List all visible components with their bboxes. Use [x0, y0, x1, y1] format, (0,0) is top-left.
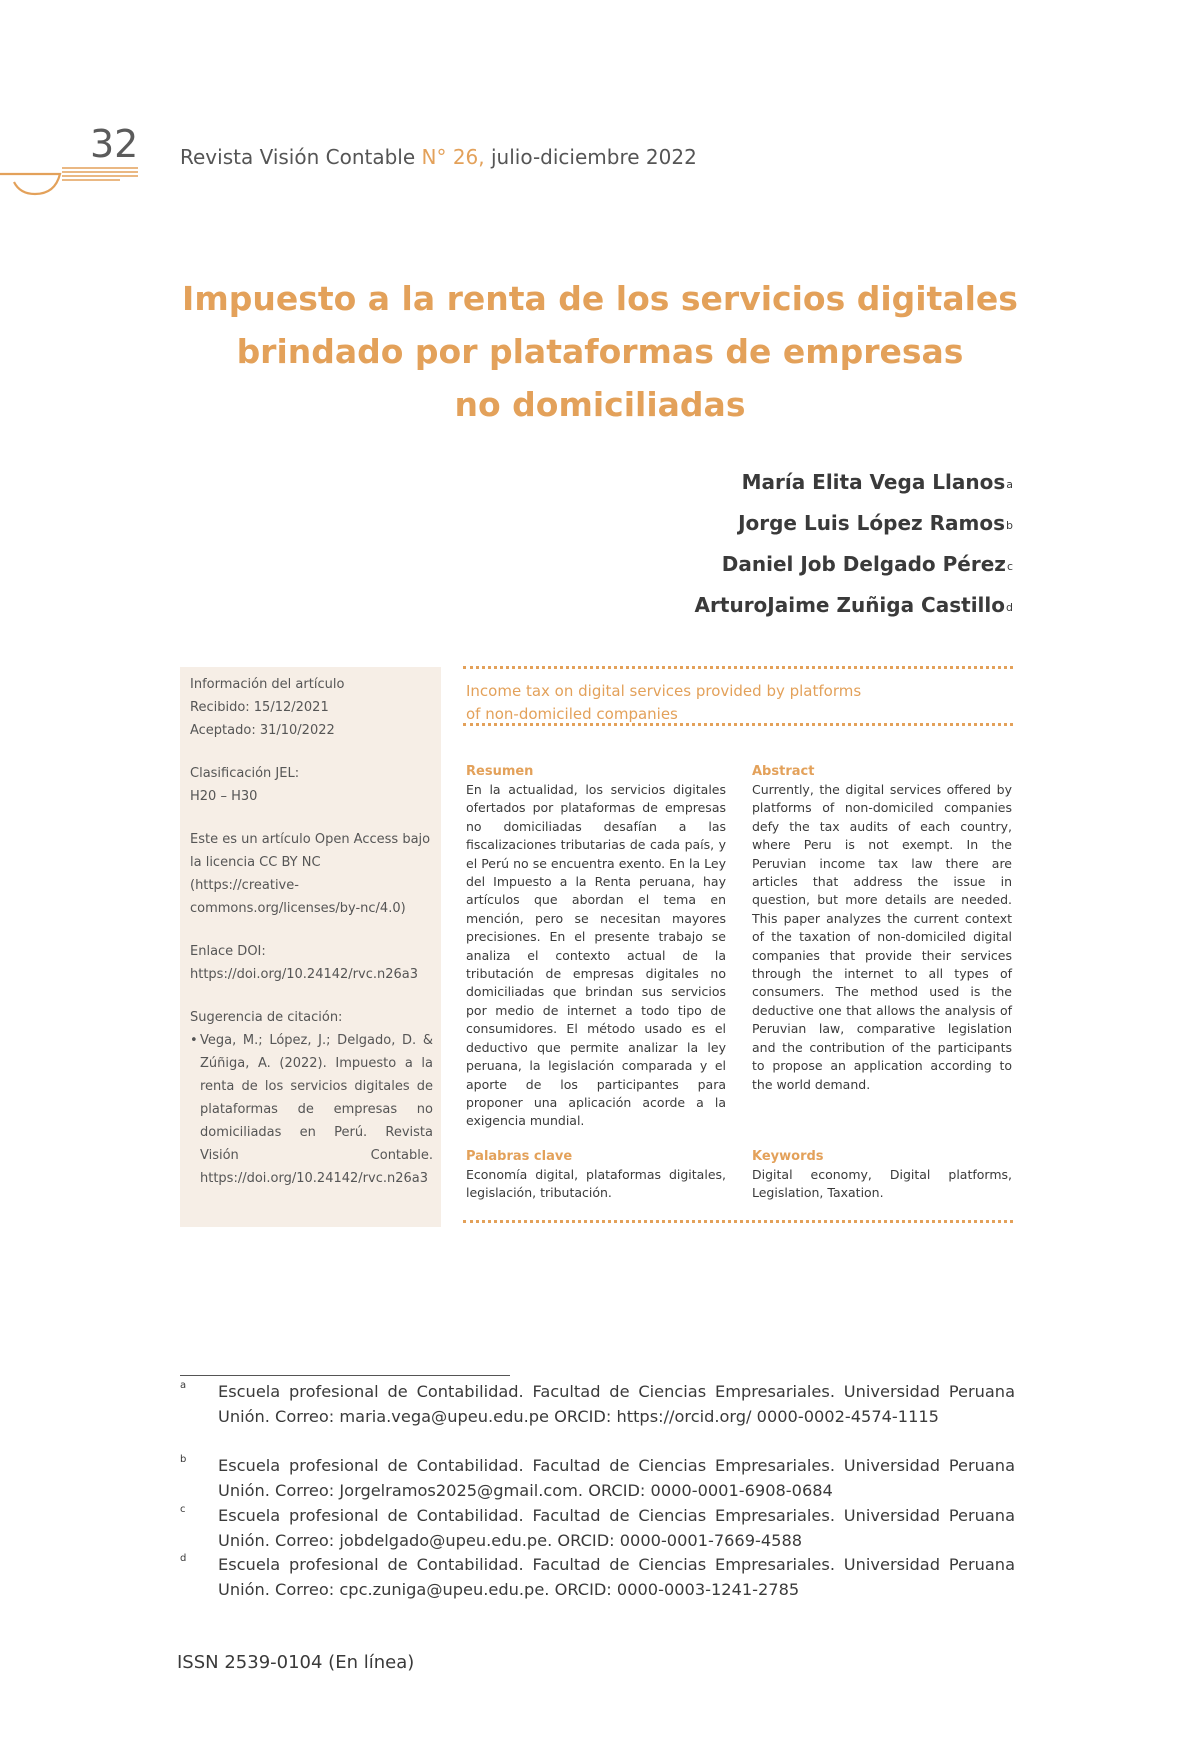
citation-bullet: • [190, 1033, 198, 1048]
citation-label: Sugerencia de citación: [190, 1010, 343, 1025]
abstract-section [752, 763, 1012, 1094]
license-text: commons.org/licenses/by-nc/4.0) [190, 901, 406, 916]
journal-date: julio-diciembre 2022 [484, 145, 697, 169]
footnote-rule [180, 1375, 510, 1376]
citation-text: Vega, M.; López, J.; Delgado, D. & Zúñiga, A. (2022). Impuesto a la renta de los servicios digitales de plataformas de empresas no domiciliadas en Perú. Revista Visión Contable. https://doi.org/10.24142/rvc.n26a3 [200, 1033, 433, 1186]
footnote-mark: a [180, 1380, 187, 1391]
keywords-heading: Keywords [752, 1149, 824, 1164]
doi-link[interactable]: https://doi.org/10.24142/rvc.n26a3 [190, 967, 418, 982]
doi-label: Enlace DOI: [190, 944, 266, 959]
footnote [180, 1503, 1015, 1553]
title-line: brindado por plataformas de empresas [236, 332, 964, 371]
footnote-mark: c [180, 1504, 186, 1515]
citation [190, 1029, 433, 1190]
author: ArturoJaime Zuñiga Castillo$^d$ [694, 593, 1013, 617]
footnote-text: Escuela profesional de Contabilidad. Facultad de Ciencias Empresariales. Universidad Peruana Unión. Correo: maria.vega@upeu.edu.pe ORCID: https://orcid.org/ 0000-0002-4574-1115 [218, 1382, 1015, 1426]
journal-header [180, 145, 697, 169]
english-title [466, 680, 986, 726]
dotted-divider [463, 666, 1013, 669]
license-text: la licencia CC BY NC (https://creative- [190, 855, 321, 893]
journal-name: Revista Visión Contable [180, 145, 422, 169]
abstract-heading: Abstract [752, 764, 815, 779]
footnote [180, 1552, 1015, 1602]
dotted-divider [463, 1220, 1013, 1223]
palabras-clave-text: Economía digital, plataformas digitales, legislación, tributación. [466, 1167, 726, 1201]
jel-label: Clasificación JEL: [190, 766, 300, 781]
palabras-clave-section [466, 1148, 726, 1203]
footnote-text: Escuela profesional de Contabilidad. Facultad de Ciencias Empresariales. Universidad Peruana Unión. Correo: Jorgelramos2025@gmail.com. ORCID: 0000-0001-6908-0684 [218, 1456, 1015, 1500]
header-decoration [0, 164, 140, 204]
article-info-box [180, 667, 441, 1227]
resumen-section [466, 763, 726, 1131]
title-line: no domiciliadas [454, 385, 746, 424]
keywords-section [752, 1148, 1012, 1203]
issn-footer: ISSN 2539-0104 (En línea) [177, 1652, 415, 1673]
footnote-mark: b [180, 1454, 187, 1465]
author-list [695, 462, 1013, 626]
resumen-text: En la actualidad, los servicios digitales ofertados por plataformas de empresas no domiciliadas desafían a las fiscalizaciones tributarias de cada país, y el Perú no se encuentra exento. En la Ley del Impuesto a la Renta peruana, hay artículos que abordan el tema en mención, pero se necesitan mayores precisiones. En el presente trabajo se analiza el contexto actual de la tributación de empresas digitales no domiciliadas que brindan sus servicios por medio de internet a todo tipo de consumidores. El método usado es el deductivo que permite analizar la ley peruana, la legislación comparada y el aporte de los participantes para proponer una aplicación acorde a la exigencia mundial. [466, 782, 726, 1129]
page-number: 32 [90, 122, 139, 166]
resumen-heading: Resumen [466, 764, 534, 779]
accepted-date: Aceptado: 31/10/2022 [190, 723, 335, 738]
dotted-divider [463, 723, 1013, 726]
jel-codes: H20 – H30 [190, 789, 258, 804]
keywords-text: Digital economy, Digital platforms, Legislation, Taxation. [752, 1167, 1012, 1201]
footnote [180, 1453, 1015, 1503]
footnote-text: Escuela profesional de Contabilidad. Facultad de Ciencias Empresariales. Universidad Peruana Unión. Correo: cpc.zuniga@upeu.edu.pe. ORCID: 0000-0003-1241-2785 [218, 1555, 1015, 1599]
article-title [180, 272, 1020, 431]
palabras-clave-heading: Palabras clave [466, 1149, 573, 1164]
footnote-text: Escuela profesional de Contabilidad. Facultad de Ciencias Empresariales. Universidad Peruana Unión. Correo: jobdelgado@upeu.edu.pe. ORCID: 0000-0001-7669-4588 [218, 1506, 1015, 1550]
license-text: Este es un artículo Open Access bajo [190, 832, 431, 847]
article-info-label: Información del artículo [190, 677, 345, 692]
footnote [180, 1379, 1015, 1429]
journal-issue: N° 26, [421, 145, 485, 169]
author: María Elita Vega Llanos$^a$ [741, 470, 1013, 494]
abstract-text: Currently, the digital services offered by platforms of non-domiciled companies defy the tax audits of each country, where Peru is not exempt. In the Peruvian income tax law there are articles that address the issue in question, but more details are needed. This paper analyzes the current context of the taxation of non-domiciled digital companies that provide their services through the internet to all types of consumers. The method used is the deductive one that allows the analysis of Peruvian law, comparative legislation and the contribution of the participants to propose an application according to the world demand. [752, 782, 1012, 1092]
english-title-line: of non-domiciled companies [466, 705, 678, 723]
footnote-mark: d [180, 1553, 187, 1564]
title-line: Impuesto a la renta de los servicios digitales [182, 279, 1018, 318]
english-title-line: Income tax on digital services provided by platforms [466, 682, 862, 700]
author: Daniel Job Delgado Pérez$^c$ [721, 552, 1013, 576]
author: Jorge Luis López Ramos$^b$ [738, 511, 1013, 535]
received-date: Recibido: 15/12/2021 [190, 700, 329, 715]
